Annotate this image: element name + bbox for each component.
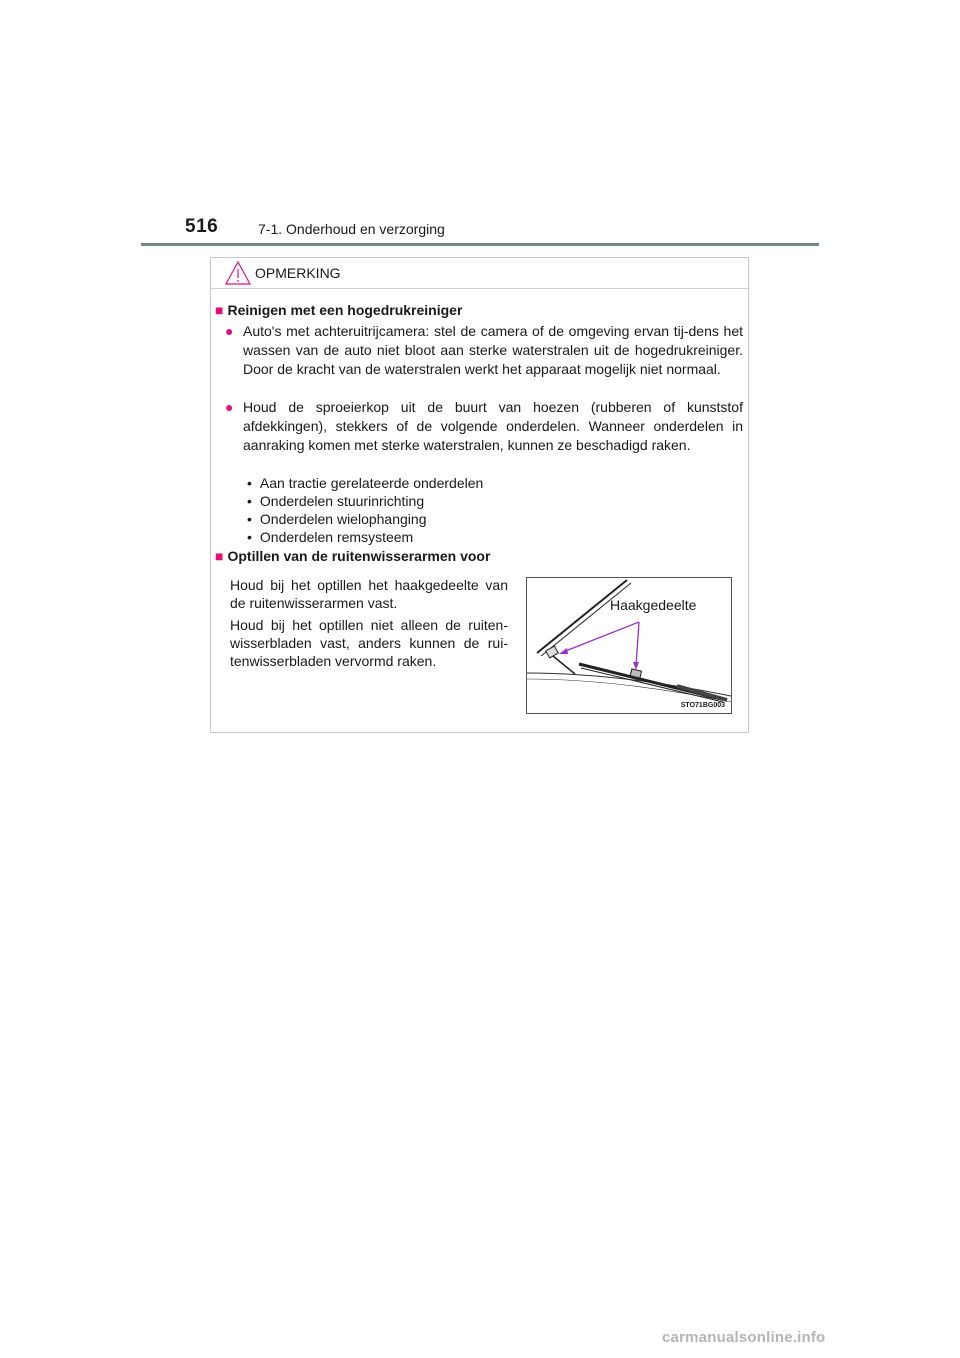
list-item: • Aan tractie gerelateerde onderdelen [243, 474, 483, 492]
figure-label: Haakgedeelte [610, 597, 697, 613]
list-item: • Onderdelen stuurinrichting [243, 492, 483, 510]
header-rule [141, 243, 819, 246]
section-header: 7-1. Onderhoud en verzorging [258, 221, 445, 237]
section-title-text: Reinigen met een hogedrukreiniger [227, 302, 463, 318]
notice-box [210, 257, 749, 733]
notice-title: OPMERKING [255, 265, 341, 281]
wiper-paragraph-2: Houd bij het optillen niet alleen de ruiten-wisserbladen vast, anders kunnen de rui-tenwisserbladen vervormd raken. [230, 617, 508, 669]
watermark: carmanualsonline.info [662, 1329, 826, 1346]
section-title-wiper-arms [215, 548, 490, 564]
section-title-pressure-washer [215, 302, 462, 318]
notice-header [211, 258, 748, 289]
section-title-text: Optillen van de ruitenwisserarmen voor [227, 548, 491, 564]
wiper-paragraph-1: Houd bij het optillen het haakgedeelte van de ruitenwisserarmen vast. [230, 577, 508, 611]
bullet-text: Houd de sproeierkop uit de buurt van hoezen (rubberen of kunststof afdekkingen), stekkers of de volgende onderdelen. Wanneer onderdelen in aanraking komen met sterke waterstralen, kunnen ze beschadigd raken. [243, 399, 743, 453]
bullet-camera [225, 322, 743, 379]
figure-code: STO71BG003 [680, 702, 725, 709]
square-bullet-icon: ■ [215, 548, 224, 564]
list-item: • Onderdelen remsysteem [243, 528, 483, 546]
square-bullet-icon: ■ [215, 302, 224, 318]
page-number: 516 [185, 216, 219, 237]
parts-list [243, 474, 483, 546]
warning-triangle-icon [225, 261, 251, 285]
bullet-text: Auto's met achteruitrijcamera: stel de camera of de omgeving ervan tij-dens het wassen van de auto niet bloot aan sterke waterstralen uit de hogedrukreiniger. Door de kracht van de waterstralen werkt het apparaat mogelijk niet normaal. [243, 323, 743, 377]
circle-bullet-icon: ● [225, 323, 234, 339]
circle-bullet-icon: ● [225, 399, 234, 415]
wiper-figure [526, 577, 732, 714]
bullet-nozzle [225, 398, 743, 455]
list-item: • Onderdelen wielophanging [243, 510, 483, 528]
